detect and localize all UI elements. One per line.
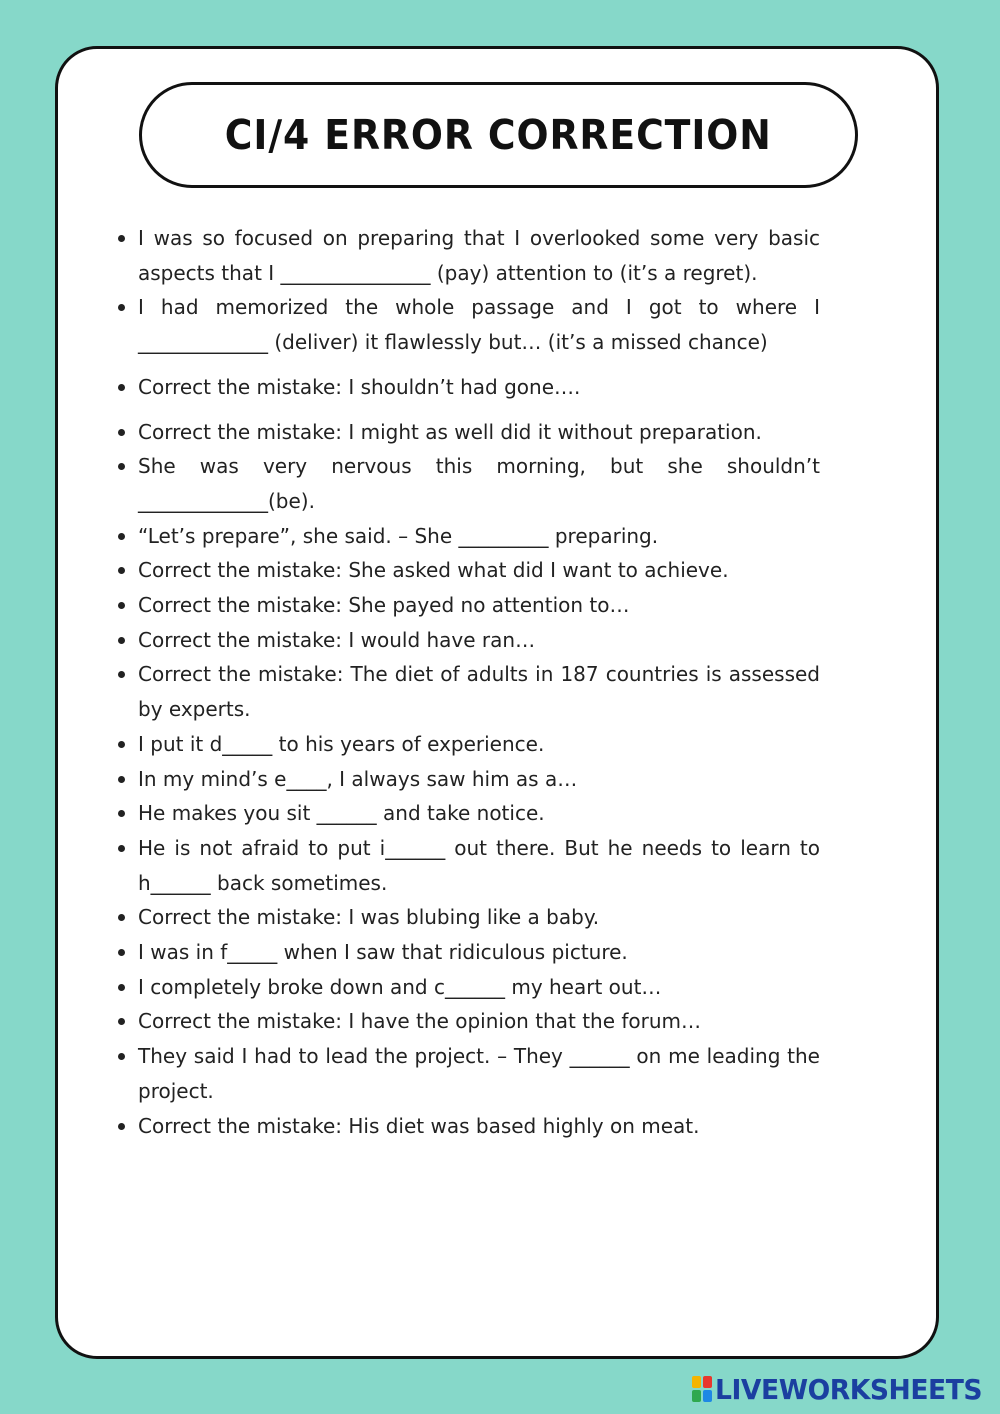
list-item: They said I had to lead the project. – They ______ on me leading the project. (117, 1039, 820, 1108)
list-item: “Let’s prepare”, she said. – She _________ preparing. (117, 519, 820, 554)
list-item: I was so focused on preparing that I overlooked some very basic aspects that I _______________ (pay) attention to (it’s a regret). (117, 221, 820, 290)
liveworksheets-logo-icon (692, 1376, 712, 1402)
list-item: Correct the mistake: I would have ran… (117, 623, 820, 658)
list-item: I had memorized the whole passage and I got to where I _____________ (deliver) it flawlessly but… (it’s a missed chance) (117, 290, 820, 359)
list-item: Correct the mistake: His diet was based highly on meat. (117, 1109, 820, 1144)
page-title: CI/4 ERROR CORRECTION (225, 111, 772, 159)
list-item: He is not afraid to put i______ out there. But he needs to learn to h______ back sometimes. (117, 831, 820, 900)
list-item: Correct the mistake: The diet of adults in 187 countries is assessed by experts. (117, 657, 820, 726)
list-item: He makes you sit ______ and take notice. (117, 796, 820, 831)
list-item: Correct the mistake: I have the opinion that the forum… (117, 1004, 820, 1039)
list-item: Correct the mistake: I was blubing like a baby. (117, 900, 820, 935)
logo-text: LIVEWORKSHEETS (715, 1372, 983, 1406)
list-item: Correct the mistake: I shouldn’t had gone…. (117, 370, 820, 405)
title-banner (139, 82, 858, 188)
list-item: Correct the mistake: I might as well did it without preparation. (117, 415, 820, 450)
list-item: Correct the mistake: She payed no attention to… (117, 588, 820, 623)
list-item: In my mind’s e____, I always saw him as a… (117, 762, 820, 797)
list-item: I was in f_____ when I saw that ridiculous picture. (117, 935, 820, 970)
list-item: I completely broke down and c______ my heart out… (117, 970, 820, 1005)
list-item: I put it d_____ to his years of experience. (117, 727, 820, 762)
list-item: Correct the mistake: She asked what did I want to achieve. (117, 553, 820, 588)
liveworksheets-logo[interactable] (692, 1374, 996, 1404)
list-item: She was very nervous this morning, but she shouldn’t _____________(be). (117, 449, 820, 518)
exercise-list (117, 221, 820, 1143)
